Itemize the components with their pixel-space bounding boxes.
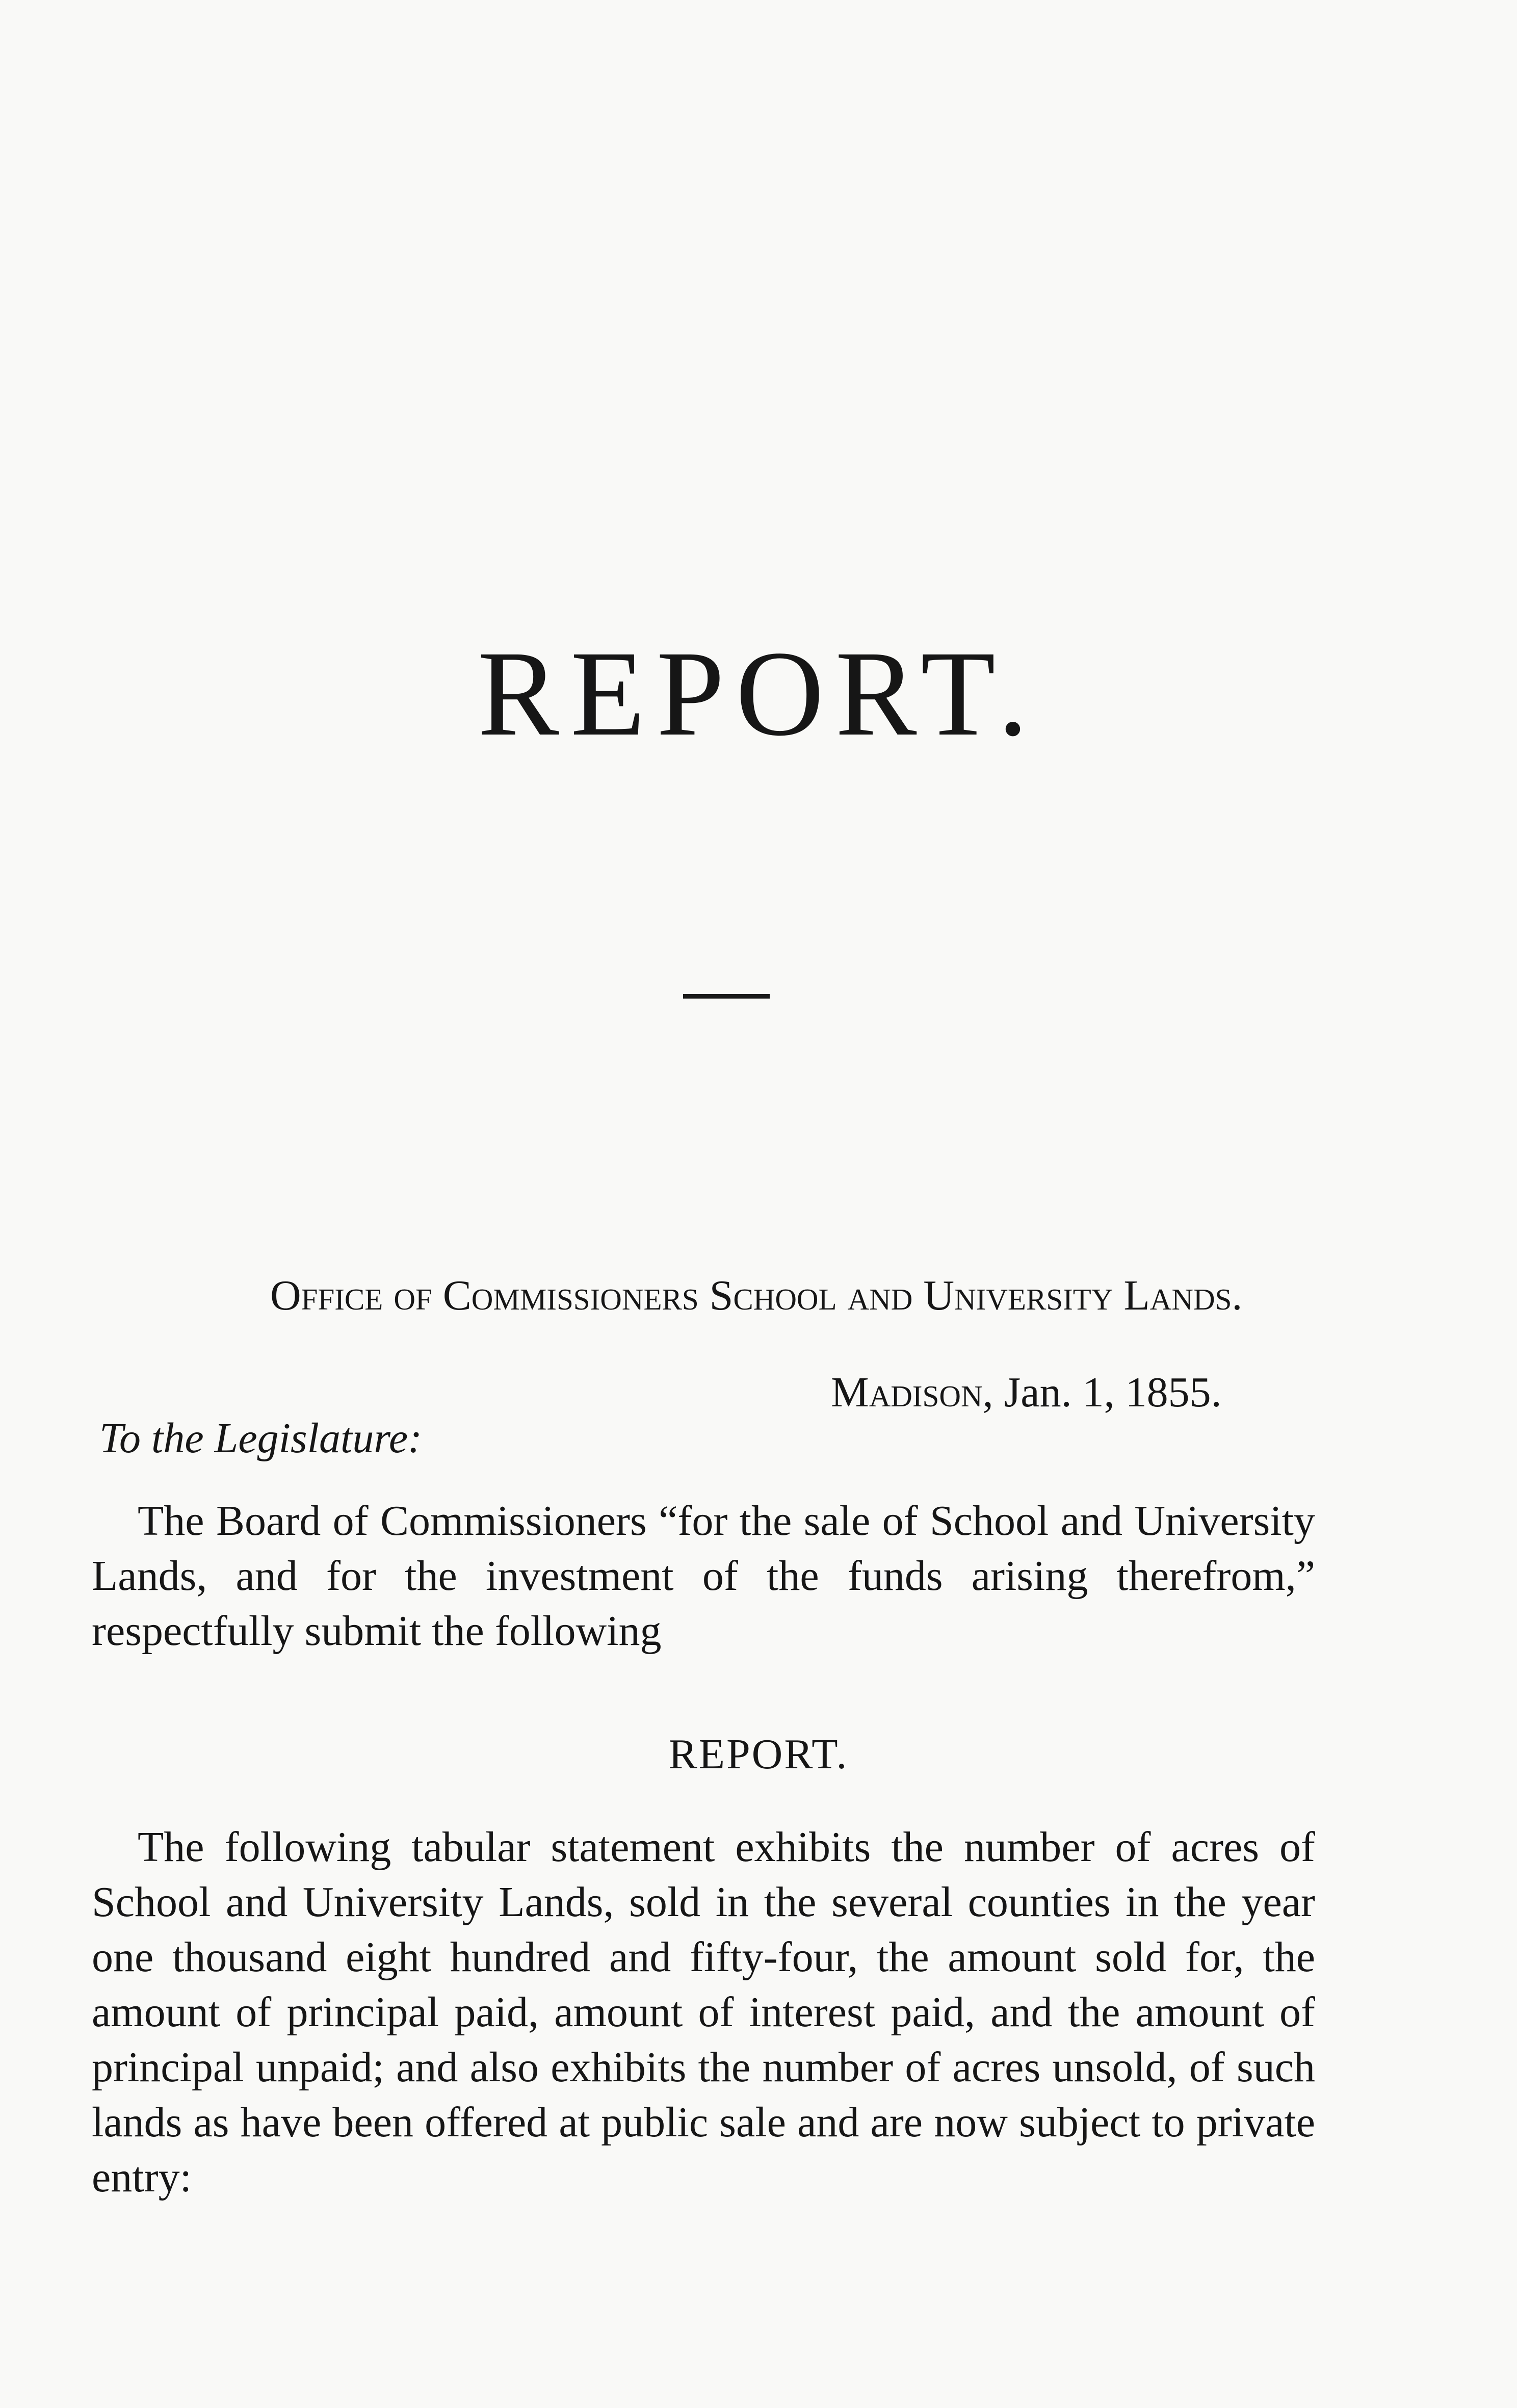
salutation: To the Legislature:	[99, 1415, 423, 1462]
report-subheading: REPORT.	[668, 1731, 849, 1778]
statement-paragraph: The following tabular statement exhibits the number of acres of School and University Lands, sold in the several counties in the year one thousand eight hundred and fifty-four, the amount sold for, the amount of principal paid, amount of interest paid, and the amount of principal unpaid; and also exhibits the number of acres unsold, of such lands as have been offered at public sale and are now subject to private entry:	[92, 1823, 1315, 2201]
dateline-place: Madison,	[831, 1369, 993, 1416]
dateline	[831, 1371, 1222, 1414]
page-title: REPORT.	[478, 625, 1039, 761]
title-divider	[683, 994, 770, 999]
dateline-date: Jan. 1, 1855.	[993, 1369, 1222, 1416]
intro-paragraph: The Board of Commissioners “for the sale of School and University Lands, and for the investment of the funds arising therefrom,” respectfully submit the following	[92, 1497, 1315, 1655]
office-heading: Office of Commissioners School and University Lands.	[270, 1272, 1243, 1319]
